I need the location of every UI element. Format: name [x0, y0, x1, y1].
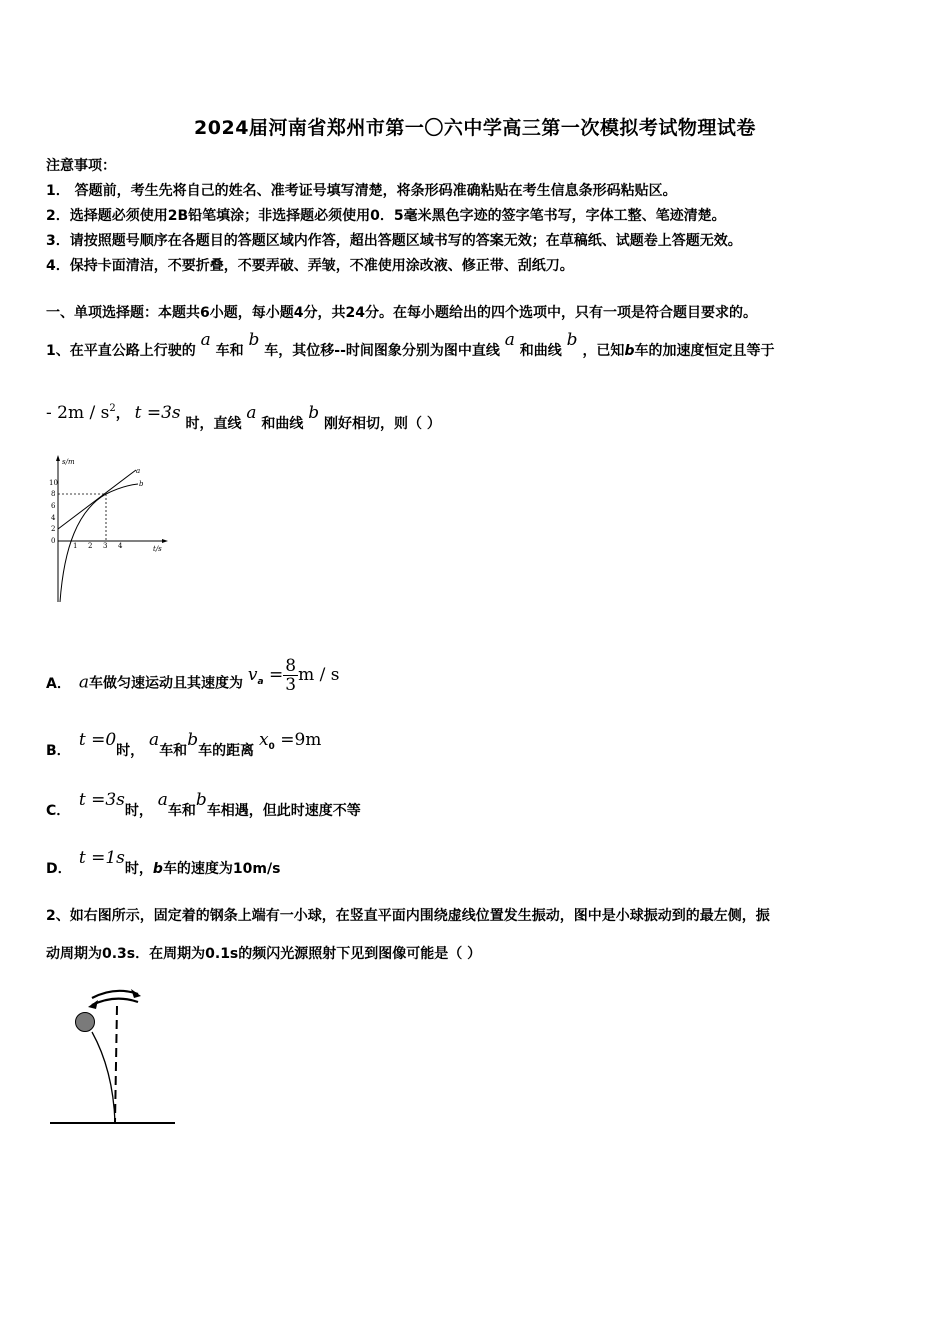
notice-heading: 注意事项：	[46, 158, 116, 174]
option-text: 车做匀速运动且其速度为	[89, 675, 244, 692]
var-a: a	[78, 672, 90, 693]
q1-text: 和曲线	[261, 416, 304, 432]
var-b: b	[152, 861, 163, 877]
q1-option-d[interactable]	[46, 848, 281, 878]
notice-item-1: 1． 答题前，考生先将自己的姓名、准考证号填写清楚，将条形码准确粘贴在考生信息条形码粘贴区。	[46, 183, 677, 199]
q1-option-b[interactable]	[46, 730, 322, 762]
q1-stem-line2	[46, 403, 441, 433]
y-tick-label: 10	[49, 479, 58, 487]
notice-item-4: 4．保持卡面清洁，不要折叠，不要弄破、弄皱，不准使用涂改液、修正带、刮纸刀。	[46, 258, 574, 274]
q1-text: 时，直线	[185, 416, 242, 432]
option-text: 时，	[116, 743, 145, 759]
y-tick-label: 2	[51, 525, 56, 533]
option-text: 车的速度为10m/s	[162, 861, 281, 877]
q1-option-a[interactable]	[46, 656, 340, 702]
acceleration-value: - $2m / s^2$	[46, 403, 116, 423]
x-tick-label: 1	[73, 542, 78, 550]
y-tick-label: 0	[51, 537, 56, 545]
time-value: t =3s	[78, 790, 125, 810]
option-text: 车的距离	[198, 743, 255, 759]
q2-stem-line1: 2、如右图所示，固定着的钢条上端有一小球，在竖直平面内围绕虚线位置发生振动，图中是小球振动到的最左侧，振	[46, 908, 770, 924]
q1-stem-line1	[46, 330, 775, 360]
arrow-right-icon	[131, 989, 141, 998]
ball	[76, 1013, 95, 1032]
var-b: b	[195, 790, 207, 810]
var-b: b	[248, 330, 260, 350]
vibration-figure	[45, 980, 185, 1130]
option-text: 车和	[167, 803, 196, 819]
x-tick-label: 2	[88, 542, 93, 550]
option-text: 时，	[124, 861, 153, 877]
var-a: a	[200, 330, 211, 350]
y-axis-label: s/m	[62, 458, 75, 466]
swing-arrow-lower	[92, 999, 138, 1005]
q1-text: 车，其位移--时间图象分别为图中直线	[264, 343, 500, 359]
var-a: a	[246, 403, 257, 423]
q1-text: ，已知	[582, 343, 625, 359]
var-b: b	[308, 403, 320, 423]
notice-item-2: 2．选择题必须使用2B铅笔填涂；非选择题必须使用0．5毫米黑色字迹的签字笔书写，字体工整、笔迹清楚。	[46, 208, 726, 224]
line-a-label: a	[136, 467, 141, 475]
var-a: a	[149, 730, 160, 750]
option-text: 时，	[124, 803, 153, 819]
y-tick-label: 4	[51, 514, 56, 522]
var-a: a	[504, 330, 515, 350]
y-tick-label: 8	[51, 490, 56, 498]
velocity-expression: $v_a$ = $\frac{8}{3}$ m / s	[247, 656, 340, 695]
time-value: t =3s	[134, 403, 181, 423]
q1-text: 车和	[215, 343, 244, 359]
section-heading: 一、单项选择题：本题共6小题，每小题4分，共24分。在每小题给出的四个选项中，只有一项是符合题目要求的。	[46, 305, 757, 321]
y-arrow-icon	[56, 455, 60, 461]
option-text: 车相遇，但此时速度不等	[206, 803, 361, 819]
time-value: t =0	[78, 730, 117, 750]
line-a	[58, 470, 136, 529]
var-a: a	[157, 790, 168, 810]
q1-text: 车的加速度恒定且等于	[634, 343, 775, 359]
notice-item-3: 3．请按照题号顺序在各题目的答题区域内作答，超出答题区域书写的答案无效；在草稿纸、试题卷上答题无效。	[46, 233, 742, 249]
page-title: 2024届河南省郑州市第一〇六中学高三第一次模拟考试物理试卷	[194, 117, 756, 139]
y-tick-label: 6	[51, 502, 56, 510]
var-b: b	[624, 343, 635, 359]
q1-text: 刚好相切，则（ ）	[324, 416, 441, 432]
q1-text: 1、在平直公路上行驶的	[46, 343, 196, 359]
x-axis-label: t/s	[153, 545, 162, 553]
x-tick-label: 3	[103, 542, 108, 550]
swing-arrow-upper	[92, 991, 138, 998]
option-label: C．	[46, 803, 71, 819]
x-arrow-icon	[162, 539, 168, 543]
time-value: t =1s	[78, 848, 125, 868]
var-b: b	[566, 330, 578, 350]
curve-b	[60, 484, 138, 602]
option-label: D．	[46, 861, 72, 877]
x-tick-label: 4	[118, 542, 123, 550]
q1-option-c[interactable]	[46, 790, 361, 820]
equilibrium-dashed-line	[115, 1006, 117, 1122]
s-t-graph	[40, 452, 180, 607]
q2-stem-line2: 动周期为0.3s．在周期为0.1s的频闪光源照射下见到图像可能是（ ）	[46, 946, 482, 962]
option-text: 车和	[159, 743, 188, 759]
steel-strip	[92, 1032, 115, 1122]
distance-expression: $x_0 =9m$	[258, 730, 322, 752]
var-b: b	[187, 730, 199, 750]
curve-b-label: b	[139, 480, 144, 488]
option-label: A．	[46, 675, 71, 692]
option-label: B．	[46, 743, 71, 759]
arrow-left-icon	[88, 1000, 98, 1009]
q1-text: 和曲线	[519, 343, 562, 359]
q1-text: ，	[115, 406, 130, 422]
